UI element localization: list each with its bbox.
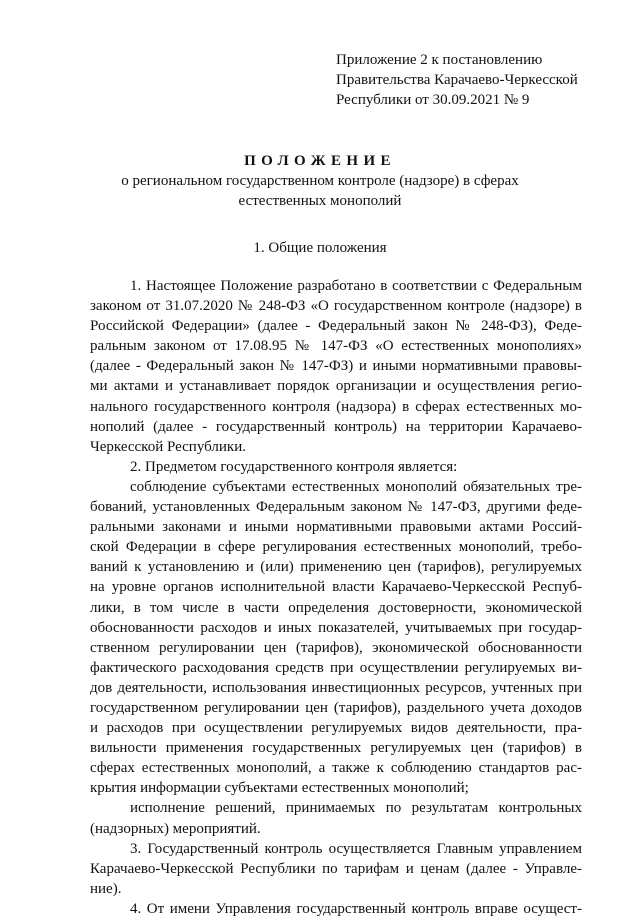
body-text-line: фактического расходования средств при осуществлении регулируемых ви- [90,659,582,676]
body-text-line: ние). [90,880,122,897]
body-text-line: соблюдение субъектами естественных монополий обязательных тре- [130,478,582,495]
body-text-line: Российской Федерации» (далее - Федеральный закон № 248-ФЗ), Феде- [90,318,582,335]
body-text-line: ральными законами и иными нормативными правовыми актами Россий- [90,519,582,536]
body-text-line: 1. Настоящее Положение разработано в соответствии с Федеральным [130,278,582,294]
body-text-line: ваний к установлению и (или) применению цен (тарифов), регулируемых [90,559,582,576]
body-text-line: государственном регулировании цен (тарифов), раздельного учета доходов [90,699,582,716]
body-text-line: вильности применения государственных регулируемых цен (тарифов) в [90,740,582,757]
body-text-line: и расходов при осуществлении регулируемых видов деятельности, пра- [90,720,582,737]
body-text-line: законом от 31.07.2020 № 248-ФЗ «О государственном контроле (надзоре) в [90,298,582,315]
body-text-line: 3. Государственный контроль осуществляется Главным управлением [130,840,582,857]
document-body [90,276,582,919]
document-subtitle [0,171,640,211]
appendix-header-line: Правительства Карачаево-Черкесской [336,72,578,88]
body-text-line: лики, в том числе в части определения достоверности, экономической [90,599,582,616]
body-text-line: нополий (далее - государственный контроль) на территории Карачаево- [90,418,582,435]
body-text-line: обоснованности расходов и иных показателей, учитываемых при государ- [90,619,582,636]
body-text-line: 2. Предметом государственного контроля является: [130,458,458,475]
body-text-line: ственном регулировании цен (тарифов), экономической обоснованности [90,639,582,656]
subtitle-line: о региональном государственном контроле (надзоре) в сферах [121,173,519,189]
body-text-line: бований, установленных Федеральным законом № 147-ФЗ, другими феде- [90,499,582,516]
body-text-line: крытия информации субъектами естественных монополий; [90,780,469,797]
subtitle-line: естественных монополий [238,193,402,209]
body-text-line: ми актами и устанавливает порядок организации и осуществления регио- [90,378,582,395]
body-text-line: (далее - Федеральный закон № 147-ФЗ) и иными нормативными правовы- [90,358,582,375]
body-text-line: 4. От имени Управления государственный контроль вправе осущест- [130,900,582,917]
body-text-line: исполнение решений, принимаемых по результатам контрольных [130,800,582,817]
body-text-line: Черкесской Республики. [90,438,246,455]
section-heading: 1. Общие положения [253,240,387,256]
body-text-line: дов деятельности, использования инвестиционных ресурсов, учтенных при [90,679,582,696]
body-text-line: нального государственного контроля (надзора) в сферах естественных мо- [90,398,582,415]
body-text-line: ральным законом от 17.08.95 № 147-ФЗ «О естественных монополиях» [90,338,582,355]
appendix-header-line: Республики от 30.09.2021 № 9 [336,92,530,108]
body-text-line: (надзорных) мероприятий. [90,820,261,837]
appendix-header-line: Приложение 2 к постановлению [336,52,543,68]
body-text-line: на уровне органов исполнительной власти Карачаево-Черкесской Респуб- [90,579,582,596]
appendix-header [336,50,626,110]
body-text-line: ской Федерации в сфере регулирования естественных монополий, требо- [90,539,582,556]
body-text-line: сферах естественных монополий, а также к соблюдению стандартов рас- [90,760,582,777]
body-text-line: Карачаево-Черкесской Республики по тарифам и ценам (далее - Управле- [90,860,582,877]
document-title: ПОЛОЖЕНИЕ [244,153,396,169]
